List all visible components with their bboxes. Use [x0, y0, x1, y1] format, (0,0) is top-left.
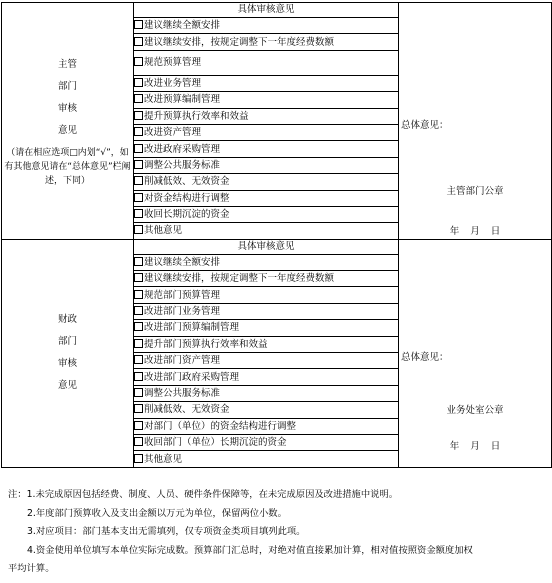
option-label: 改进政府采购管理 [144, 143, 221, 155]
overall-opinion-title: 总体意见： [401, 352, 449, 364]
supervisor-seal-label: 主管部门公章 [446, 186, 504, 197]
option-row[interactable] [134, 385, 399, 401]
option-label: 收回部门（单位）长期沉淀的资金 [144, 437, 287, 449]
label-line: 部门 [57, 80, 77, 92]
checkbox[interactable] [134, 209, 143, 218]
checkbox[interactable] [134, 127, 143, 136]
option-label: 提升部门预算执行效率和效益 [144, 338, 268, 350]
checkbox[interactable] [134, 193, 143, 202]
checkbox[interactable] [134, 388, 143, 397]
date-label: 年 月 日 [449, 226, 501, 237]
option-row[interactable] [134, 75, 399, 91]
checkbox[interactable] [134, 372, 143, 381]
option-row[interactable] [134, 18, 399, 34]
option-row[interactable] [134, 223, 399, 239]
checkbox[interactable] [134, 290, 143, 299]
option-label: 建议继续安排，按规定调整下一年度经费数额 [144, 36, 335, 48]
checkbox[interactable] [134, 160, 143, 169]
option-row[interactable] [134, 287, 399, 303]
option-row[interactable] [134, 369, 399, 385]
checkbox[interactable] [134, 339, 143, 348]
checkbox[interactable] [134, 94, 143, 103]
option-label: 改进资产管理 [144, 127, 202, 139]
option-label: 规范预算管理 [144, 57, 202, 69]
option-label: 其他意见 [144, 453, 183, 465]
overall-opinion-title: 总体意见： [401, 119, 449, 131]
checkbox[interactable] [134, 20, 143, 29]
option-label: 改进预算编制管理 [144, 94, 221, 106]
option-row[interactable] [134, 34, 399, 50]
checkbox[interactable] [134, 355, 143, 364]
option-label: 改进部门资产管理 [144, 355, 221, 367]
checkbox[interactable] [134, 225, 143, 234]
checkbox[interactable] [134, 78, 143, 87]
checkbox[interactable] [134, 37, 143, 46]
option-row[interactable] [134, 320, 399, 336]
checkbox[interactable] [134, 421, 143, 430]
footnotes [8, 486, 548, 579]
option-row[interactable] [134, 141, 399, 157]
supervisor-review-label [2, 3, 134, 240]
option-label: 收回长期沉淀的资金 [144, 209, 230, 221]
option-label: 调整公共服务标准 [144, 388, 221, 399]
checkbox[interactable] [134, 273, 143, 282]
label-line: 审核 [57, 358, 77, 370]
footnote-2: 2.年度部门预算收入及支出金额以万元为单位，保留两位小数。 [27, 507, 287, 519]
overall-opinion-cell[interactable] [399, 3, 552, 240]
option-row[interactable] [134, 418, 399, 434]
option-label: 建议继续全额安排 [144, 256, 221, 268]
option-label: 其他意见 [144, 225, 183, 237]
option-label: 对部门（单位）的资金结构进行调整 [144, 420, 297, 432]
label-line: 意见 [57, 124, 77, 136]
footnote-1: 注：1.未完成原因包括经费、制度、人员、硬件条件保障等，在未完成原因及改进措施中说明。 [8, 489, 399, 500]
option-label: 削减低效、无效资金 [144, 176, 230, 188]
option-row[interactable] [134, 402, 399, 418]
label-line: 审核 [57, 102, 77, 114]
finance-review-label [2, 239, 134, 467]
checkbox[interactable] [134, 257, 143, 266]
checkbox[interactable] [134, 144, 143, 153]
option-label: 对资金结构进行调整 [144, 192, 230, 204]
option-row[interactable] [134, 271, 399, 287]
checkbox[interactable] [134, 57, 143, 66]
footnote-4: 4.资金使用单位填写本单位实际完成数。预算部门汇总时，对绝对值直接累加计算，相对值按照资金额度加权 [27, 544, 473, 556]
specific-opinion-header: 具体审核意见 [134, 3, 399, 18]
option-label: 改进业务管理 [144, 77, 202, 89]
checkbox[interactable] [134, 322, 143, 331]
label-line: 意见 [57, 380, 77, 392]
option-row[interactable] [134, 336, 399, 352]
option-label: 调整公共服务标准 [144, 159, 221, 171]
option-row[interactable] [134, 174, 399, 190]
option-label: 改进部门预算编制管理 [144, 322, 240, 334]
option-row[interactable] [134, 157, 399, 173]
option-label: 建议继续全额安排 [144, 20, 221, 32]
footnote-3: 3.对应项目：部门基本支出无需填列，仅专项资金类项目填列此项。 [27, 526, 306, 537]
option-row[interactable] [134, 434, 399, 450]
department-seal-label: 业务处室公章 [446, 404, 504, 416]
option-label: 规范部门预算管理 [144, 289, 221, 301]
option-label: 改进部门业务管理 [144, 306, 221, 318]
option-row[interactable] [134, 190, 399, 206]
option-row[interactable] [134, 353, 399, 369]
instruction-note: （请在相应选项□内划“√”，如有其他意见请在“总体意见”栏阐述，下同） [4, 147, 131, 186]
option-row[interactable] [134, 451, 399, 467]
specific-opinion-header: 具体审核意见 [134, 239, 399, 254]
label-line: 部门 [57, 336, 77, 348]
option-label: 建议继续安排，按规定调整下一年度经费数额 [144, 273, 335, 285]
checkbox[interactable] [134, 176, 143, 185]
checkbox[interactable] [134, 437, 143, 446]
option-row[interactable] [134, 92, 399, 108]
review-table [1, 2, 552, 468]
date-label: 年 月 日 [449, 440, 501, 452]
label-line: 财政 [57, 314, 77, 326]
checkbox[interactable] [134, 404, 143, 413]
option-label: 提升预算执行效率和效益 [144, 110, 249, 122]
option-row[interactable] [134, 254, 399, 270]
option-row[interactable] [134, 303, 399, 319]
footnote-4-cont: 平均计算。 [8, 563, 55, 574]
option-row[interactable] [134, 50, 399, 75]
checkbox[interactable] [134, 111, 143, 120]
overall-opinion-cell[interactable] [399, 239, 552, 467]
option-row[interactable] [134, 108, 399, 124]
checkbox[interactable] [134, 306, 143, 315]
label-line: 主管 [57, 58, 77, 70]
option-row[interactable] [134, 124, 399, 140]
option-row[interactable] [134, 206, 399, 222]
option-label: 削减低效、无效资金 [144, 404, 230, 416]
option-label: 改进部门政府采购管理 [144, 371, 240, 383]
checkbox[interactable] [134, 454, 143, 463]
